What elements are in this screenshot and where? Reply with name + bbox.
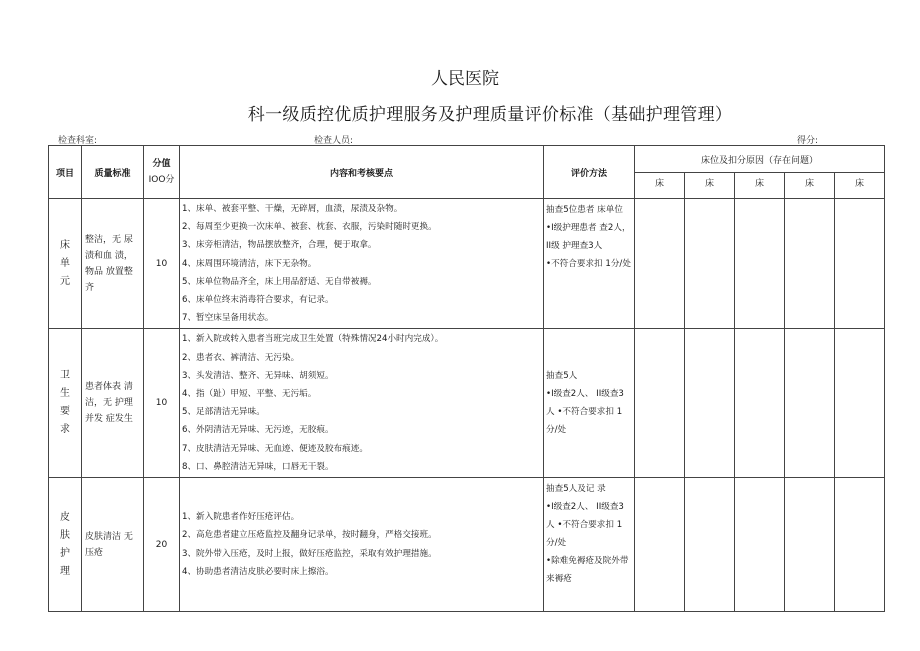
bed-cell[interactable] [735, 199, 785, 329]
content-line: 3、头发清洁、整齐、无异味、胡须短。 [182, 370, 334, 381]
hospital-name: 人民医院 [431, 69, 499, 89]
row-content [180, 199, 544, 329]
row-method [544, 199, 635, 329]
col-deduction: 床位及扣分原因（存在问题） [635, 146, 885, 173]
item-char: 理 [60, 565, 70, 577]
table-row [49, 199, 885, 329]
bed-cell[interactable] [835, 478, 885, 612]
bed-cell[interactable] [635, 199, 685, 329]
bed-cell[interactable] [685, 199, 735, 329]
col-item: 项目 [49, 146, 82, 199]
item-char: 要 [60, 406, 70, 418]
bed-cell[interactable] [635, 478, 685, 612]
content-line: 6、床单位终末消毒符合要求，有记录。 [182, 295, 334, 306]
table-row [49, 329, 885, 478]
content-line: 4、协助患者清洁皮肤必要时床上擦浴。 [182, 566, 334, 577]
row-content [180, 329, 544, 478]
content-line: 1、床单、被套平整、干燥，无碎屑，血渍，尿渍及杂物。 [182, 204, 403, 214]
content-line: 6、外阴清洁无异味、无污迹，无胶痕。 [182, 425, 334, 436]
content-line: 1、新入院患者作好压疮评估。 [182, 512, 300, 523]
col-score-line2: IOO分 [148, 175, 175, 185]
table-row [49, 478, 885, 612]
content-line: 2、患者衣、裤清洁、无污染。 [182, 352, 300, 363]
row-method [544, 329, 635, 478]
item-char: 卫 [60, 370, 70, 382]
bed-cell[interactable] [685, 478, 735, 612]
method-line: 抽查5人及记 录 [546, 484, 606, 495]
content-line: 5、足部清洁无异味。 [182, 407, 265, 418]
bed-cell[interactable] [835, 199, 885, 329]
content-line: 1、新入院或转入患者当班完成卫生处置（特殊情况24小时内完成）。 [182, 334, 444, 345]
method-line: •不符合要求扣 1分/处 [546, 259, 631, 269]
bed-header-3: 床 [735, 173, 785, 199]
bed-cell[interactable] [735, 478, 785, 612]
row-content [180, 478, 544, 612]
bed-cell[interactable] [635, 329, 685, 478]
item-char: 护 [60, 547, 70, 559]
item-char: 床 [60, 239, 70, 251]
method-line: •I级查2人、 II级查3人 •不符合要求扣 1分/处 [546, 389, 624, 436]
content-line: 8、口、鼻腔清洁无异味，口唇无干裂。 [182, 461, 334, 472]
row-score: 10 [144, 199, 180, 329]
bed-header-5: 床 [835, 173, 885, 199]
content-line: 7、皮肤清洁无异味、无血迹、便迹及胶布痕迹。 [182, 443, 368, 454]
content-line: 3、床旁柜清洁，物品摆放整齐，合理，便于取拿。 [182, 240, 377, 251]
bed-cell[interactable] [785, 478, 835, 612]
bed-header-1: 床 [635, 173, 685, 199]
item-char: 求 [60, 424, 70, 436]
bed-cell[interactable] [785, 329, 835, 478]
dept-label: 检查科室: [58, 136, 98, 146]
col-score [144, 146, 180, 199]
row-standard: 皮肤清洁 无压疮 [82, 478, 144, 612]
method-line: •除难免褥疮及院外带来褥疮 [546, 556, 629, 585]
method-line: 抽查5人 [546, 371, 578, 382]
item-char: 皮 [60, 511, 70, 523]
content-line: 4、床周围环境清洁，床下无杂物。 [182, 258, 317, 269]
col-standard: 质量标准 [82, 146, 144, 199]
row-method [544, 478, 635, 612]
item-char: 肤 [60, 529, 70, 541]
row-item [49, 478, 82, 612]
content-line: 4、指（趾）甲短、平整、无污垢。 [182, 389, 317, 400]
content-line: 2、高危患者建立压疮监控及翻身记录单，按时翻身，严格交接班。 [182, 530, 437, 541]
header-row [49, 146, 885, 173]
item-char: 单 [60, 257, 70, 269]
content-line: 7、暂空床呈备用状态。 [182, 313, 274, 324]
col-content: 内容和考核要点 [180, 146, 544, 199]
document-title: 科一级质控优质护理服务及护理质量评价标准（基础护理管理） [247, 105, 733, 125]
col-score-line1: 分值 [152, 159, 171, 169]
row-item [49, 199, 82, 329]
row-score: 20 [144, 478, 180, 612]
bed-header-2: 床 [685, 173, 735, 199]
content-line: 5、床单位物品齐全，床上用品舒适、无自带被褥。 [182, 276, 377, 287]
bed-cell[interactable] [785, 199, 835, 329]
evaluation-table [48, 145, 885, 612]
col-method: 评价方法 [544, 146, 635, 199]
bed-header-4: 床 [785, 173, 835, 199]
row-standard: 整洁，无 尿渍和血 渍，物品 放置整齐 [82, 199, 144, 329]
bed-cell[interactable] [685, 329, 735, 478]
bed-cell[interactable] [835, 329, 885, 478]
content-line: 2、每周至少更换一次床单、被套、枕套、衣服，污染时随时更换。 [182, 222, 437, 233]
row-item [49, 329, 82, 478]
item-char: 生 [60, 388, 70, 400]
method-line: 抽查5位患者 床单位 [546, 205, 623, 215]
row-score: 10 [144, 329, 180, 478]
content-line: 3、院外带入压疮，及时上报，做好压疮监控，采取有效护理措施。 [182, 548, 437, 559]
item-char: 元 [60, 275, 70, 287]
row-standard: 患者体表 清洁，无 护理并发 症发生 [82, 329, 144, 478]
score-label: 得分: [797, 136, 819, 146]
bed-cell[interactable] [735, 329, 785, 478]
inspector-label: 检查人员: [314, 136, 354, 146]
method-line: •I级护理患者 查2人，II级 护理查3人 [546, 223, 631, 251]
method-line: •I级查2人、 II级查3人 •不符合要求扣 1分/处 [546, 502, 624, 549]
